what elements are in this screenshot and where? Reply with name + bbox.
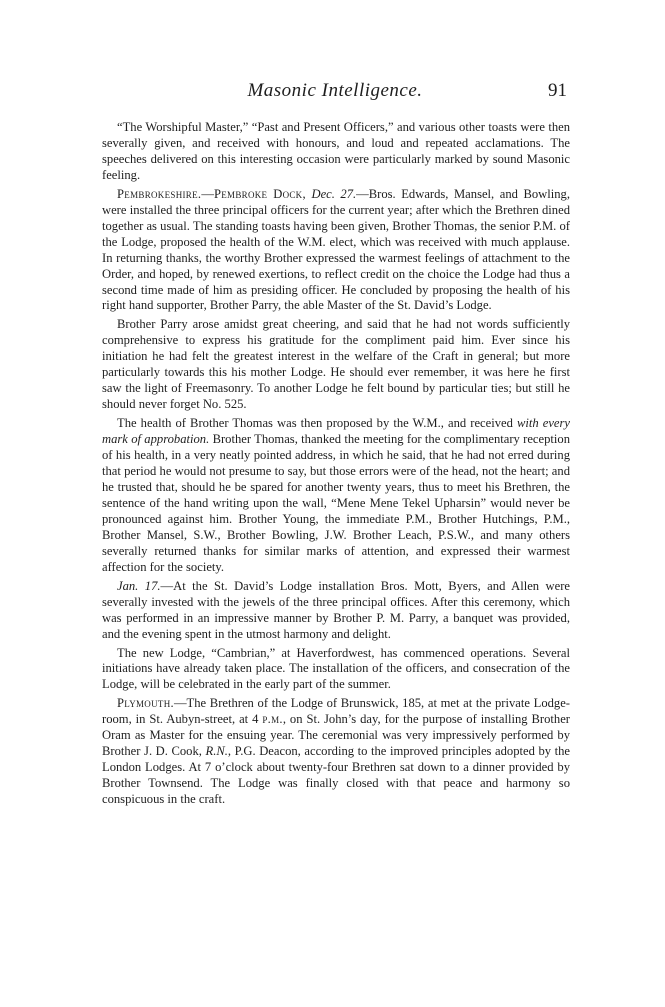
paragraph-text-c: , P.G. Deacon, according to the improved principles adopted by the London Lodges. At 7 o’clock about twenty-four Brethren sat down to a dinner provided by Brother Townsend. The Lodge was finally closed with that peace and harmony so conspicuous in the craft.	[102, 744, 571, 807]
time-marker: p.m.	[262, 712, 283, 727]
paragraph-pembrokeshire	[102, 187, 570, 315]
running-title: Masonic Intelligence.	[247, 80, 423, 101]
paragraph-text: Brother Parry arose amidst great cheering, and said that he had not words sufficiently comprehensive to express his gratitude for the compliment paid him. Ever since his initiation he had felt the greatest interest in the welfare of the Craft in general; but more particularly towards this his mother Lodge. He should ever remember, it was here he first saw the light of Freemasonry. To another Lodge he felt bound by particular ties; but still he should never forget No. 525.	[102, 317, 570, 412]
paragraph-text-after: Brother Thomas, thanked the meeting for the complimentary reception of his health, in a very neatly pointed address, in which he said, that he had not erred during that period he would not presume to say, but those errors were of the head, not the heart; and he trusted that, should he be spared for another twenty years, thus to meet his Brethren, the sentence of the hand writing upon the wall, “Mene Mene Tekel Upharsin” would never be pronounced against him. Brother Young, the immediate P.M., Brother Hutchings, P.M., Brother Mansel, S.W., Brother Bowling, J.W. Brother Leach, P.S.W., and many others severally returned thanks for similar marks of attention, and expressed their warmest affection for the society.	[102, 432, 571, 574]
paragraph-cambrian	[102, 646, 570, 694]
paragraph-text: The new Lodge, “Cambrian,” at Haverfordwest, has commenced operations. Several initiations have already taken place. The installation of the officers, and consecration of the Lodge, will be celebrated in the early part of the summer.	[102, 645, 570, 692]
paragraph-parry-reply	[102, 317, 570, 413]
italic-rank: R.N.	[205, 744, 228, 759]
paragraph-jan-17	[102, 579, 570, 643]
paragraph-text-before: The health of Brother Thomas was then proposed by the W.M., and received	[117, 416, 517, 431]
paragraph-text: “The Worshipful Master,” “Past and Present Officers,” and various other toasts were then severally given, and received with honours, and loud and repeated acclamations. The speeches delivered on this interesting occasion were particularly marked by sound Masonic feeling.	[102, 120, 570, 182]
paragraph-text: —At the St. David’s Lodge installation Bros. Mott, Byers, and Allen were severally invested with the jewels of the three principal offices. After this ceremony, which was performed in an impressive manner by Brother P. M. Parry, a banquet was provided, and the evening spent in the utmost harmony and delight.	[102, 578, 571, 641]
paragraph-thomas-health	[102, 416, 570, 576]
page-header	[95, 80, 575, 108]
date-heading: Jan. 17.	[117, 578, 161, 593]
separator: —	[201, 186, 214, 201]
paragraph-toasts	[102, 120, 570, 184]
place-heading: Pembrokeshire.	[117, 186, 202, 201]
page-number: 91	[548, 80, 567, 101]
date-heading: Dec. 27.	[311, 186, 357, 201]
article-body	[102, 120, 570, 811]
paragraph-text-b: , on St. John’s day, for the purpose of installing Brother Oram as Master for the ensuing year. The ceremonial was very impressively performed by Brother J. D. Cook,	[102, 712, 570, 759]
paragraph-text-a: —The Brethren of the Lodge of Brunswick, 185, at met at the private Lodge-room, in St. Aubyn-street, at 4	[102, 696, 570, 727]
paragraph-text: —Bros. Edwards, Mansel, and Bowling, were installed the three principal officers for the current year; after which the Brethren dined together as usual. The standing toasts having been given, Brother Thomas, the senior P.M. of the Lodge, proposed the health of the W.M. elect, which was received with much applause. In returning thanks, the worthy Brother expressed the warmest feelings of attachment to the Order, and hoped, by renewed exertions, to reflect credit on the choice the Lodge had thus a second time made of him as presiding officer. He concluded by proposing the health of his right hand supporter, Brother Parry, the able Master of the St. David’s Lodge.	[102, 186, 570, 313]
location-heading: Pembroke Dock,	[213, 186, 306, 201]
place-heading: Plymouth.	[117, 696, 174, 711]
italic-phrase: with every mark of approbation.	[102, 416, 570, 447]
paragraph-plymouth	[102, 696, 570, 808]
